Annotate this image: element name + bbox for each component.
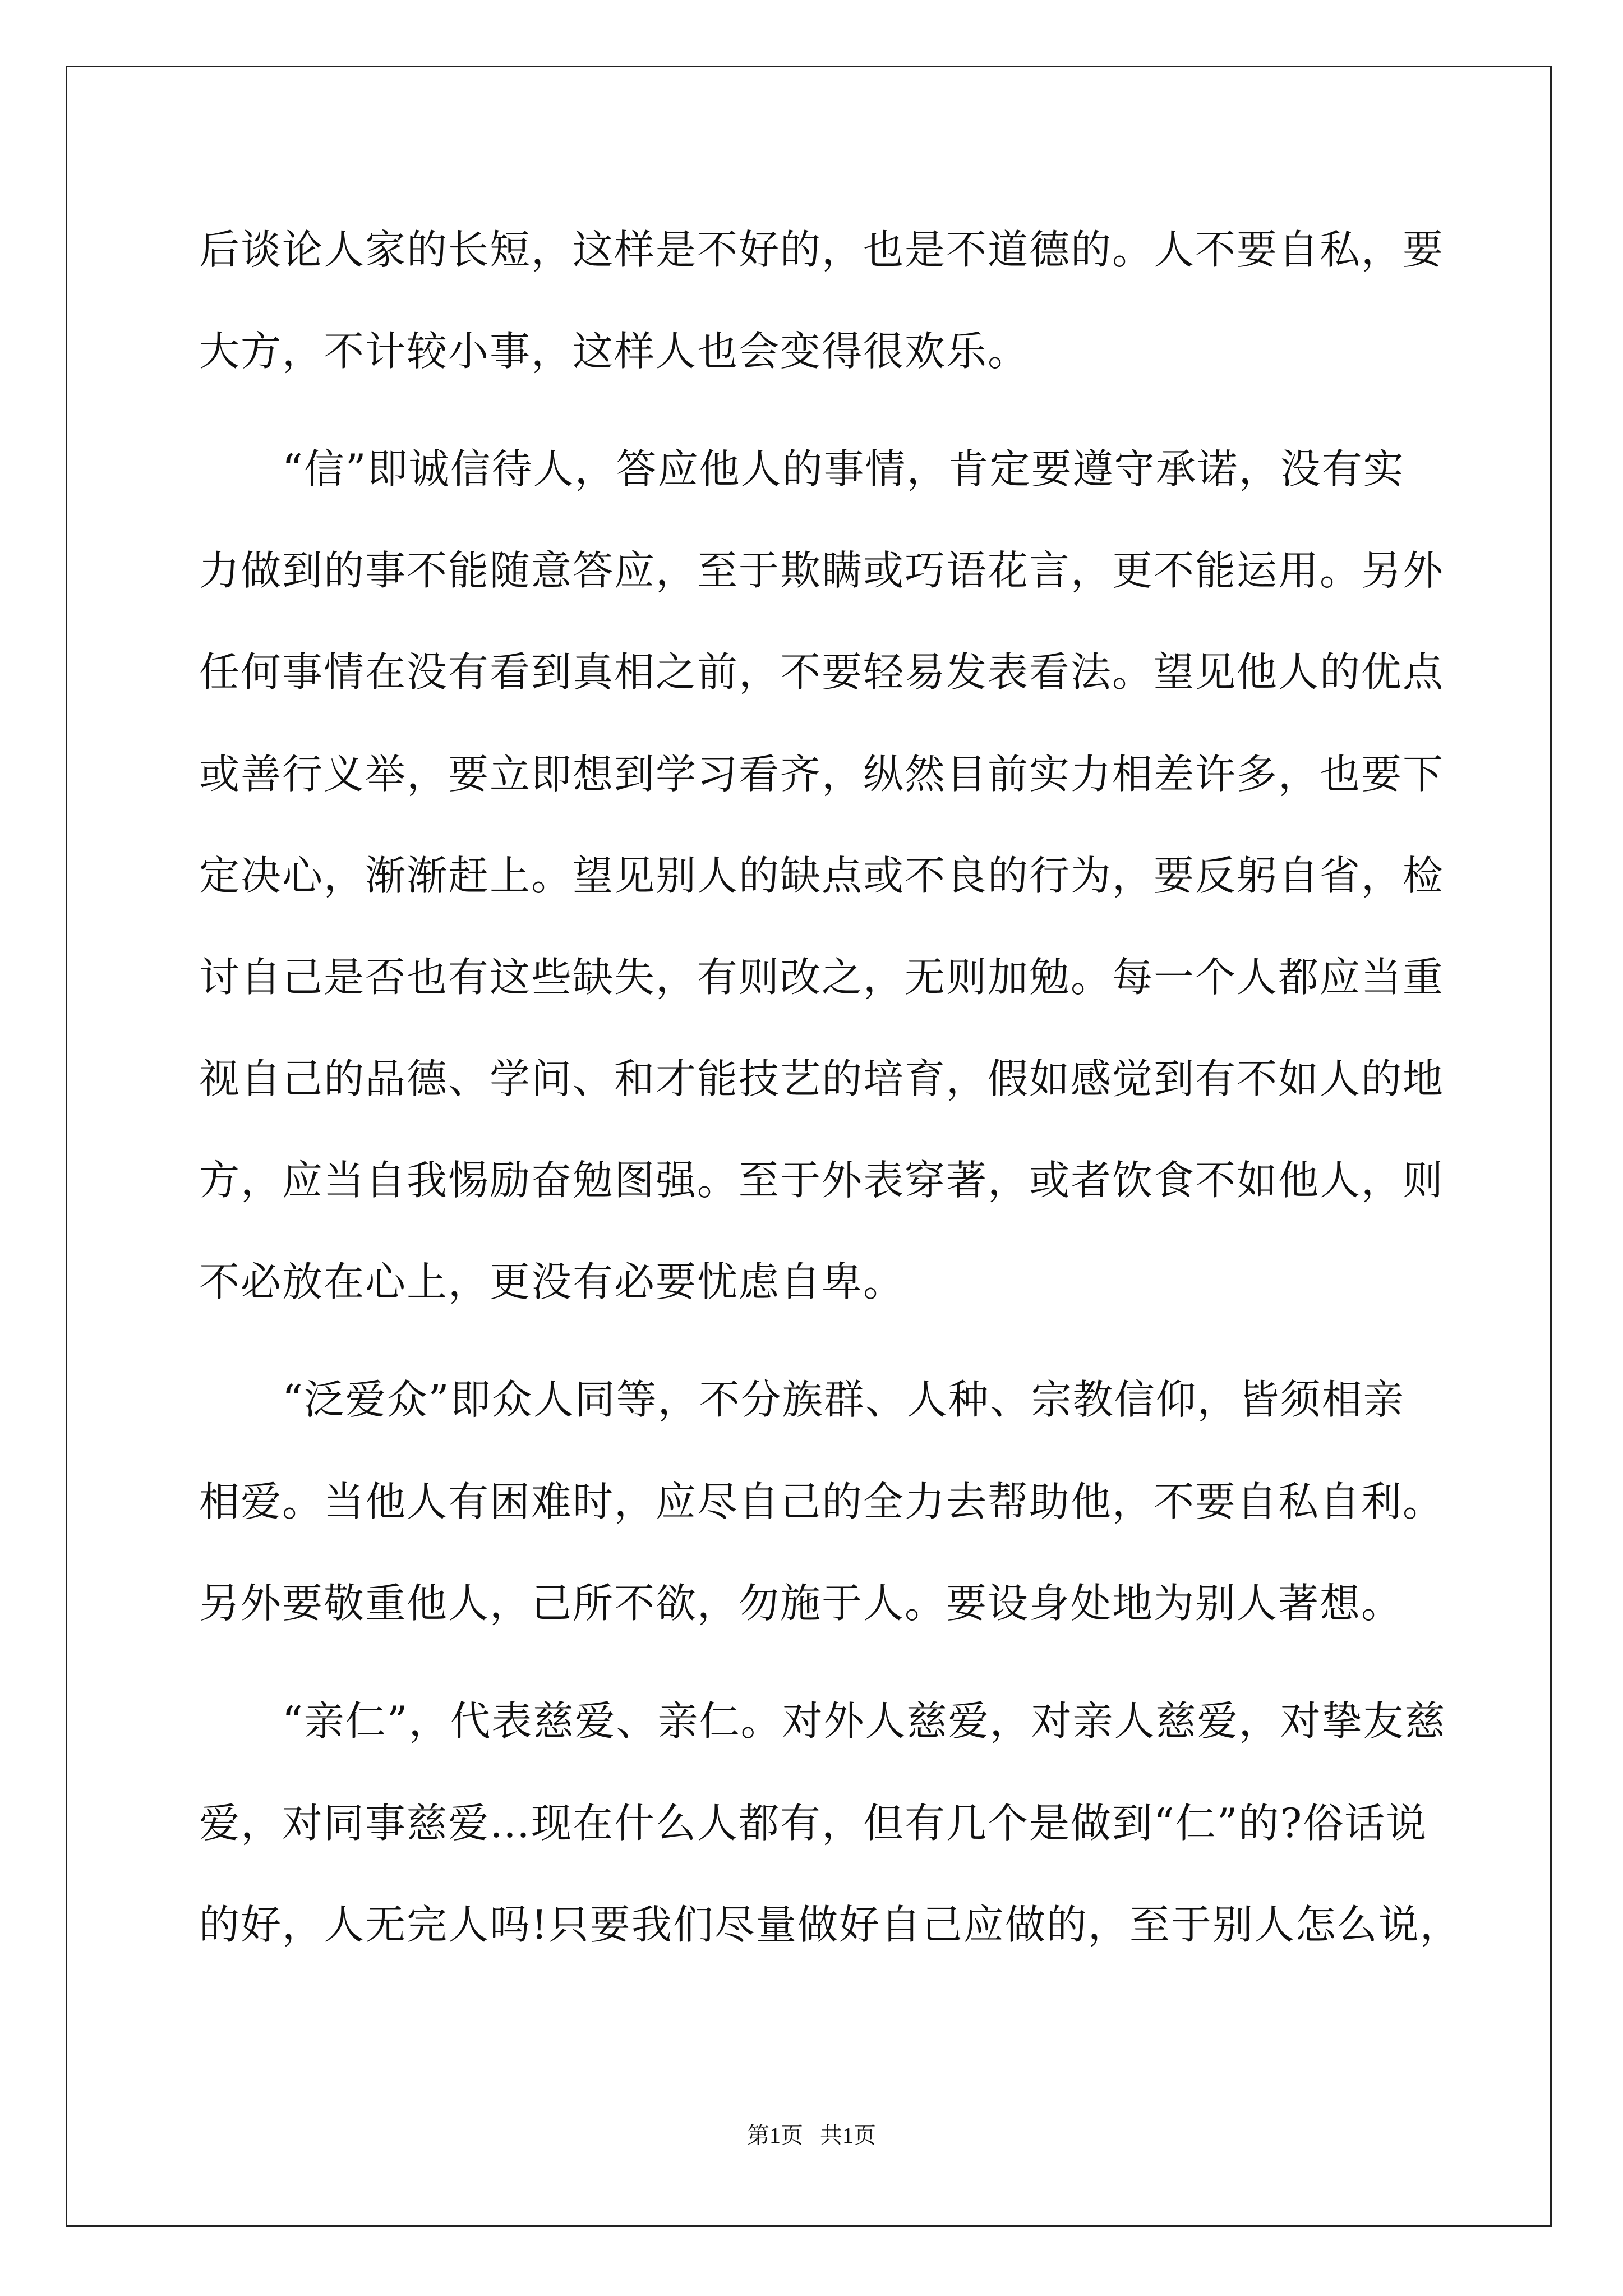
- text-line: 大方，不计较小事，这样人也会变得很欢乐。: [199, 328, 1030, 375]
- text-line: 后谈论人家的长短，这样是不好的，也是不道德的。人不要自私，要: [199, 226, 1445, 273]
- text-line: 另外要敬重他人，己所不欲，勿施于人。要设身处地为别人著想。: [199, 1580, 1403, 1627]
- text-line: 任何事情在没有看到真相之前，不要轻易发表看法。望见他人的优点: [199, 648, 1445, 696]
- text-line: 或善行义举，要立即想到学习看齐，纵然目前实力相差许多，也要下: [199, 751, 1445, 798]
- text-line: 力做到的事不能随意答应，至于欺瞒或巧语花言，更不能运用。另外: [199, 547, 1445, 594]
- text-line: “泛爱众”即众人同等，不分族群、人种、宗教信仰，皆须相亲: [199, 1376, 1405, 1423]
- text-line: 的好，人无完人吗!只要我们尽量做好自己应做的，至于别人怎么说，: [199, 1901, 1461, 1948]
- text-line: “信”即诚信待人，答应他人的事情，肯定要遵守承诺，没有实: [199, 445, 1405, 493]
- text-line: 不必放在心上，更没有必要忧虑自卑。: [199, 1258, 905, 1305]
- text-line: 讨自己是否也有这些缺失，有则改之，无则加勉。每一个人都应当重: [199, 954, 1445, 1001]
- text-line: 方，应当自我惕励奋勉图强。至于外表穿著，或者饮食不如他人，则: [199, 1157, 1445, 1204]
- text-line: 定决心，渐渐赶上。望见别人的缺点或不良的行为，要反躬自省，检: [199, 852, 1445, 899]
- page-number: 第1页 共1页: [747, 2123, 876, 2148]
- text-line: 视自己的品德、学问、和才能技艺的培育，假如感觉到有不如人的地: [199, 1055, 1445, 1102]
- text-line: 相爱。当他人有困难时，应尽自己的全力去帮助他，不要自私自利。: [199, 1478, 1445, 1525]
- text-line: “亲仁”，代表慈爱、亲仁。对外人慈爱，对亲人慈爱，对挚友慈: [199, 1697, 1446, 1745]
- text-line: 爱，对同事慈爱…现在什么人都有，但有几个是做到“仁”的?俗话说: [199, 1800, 1428, 1847]
